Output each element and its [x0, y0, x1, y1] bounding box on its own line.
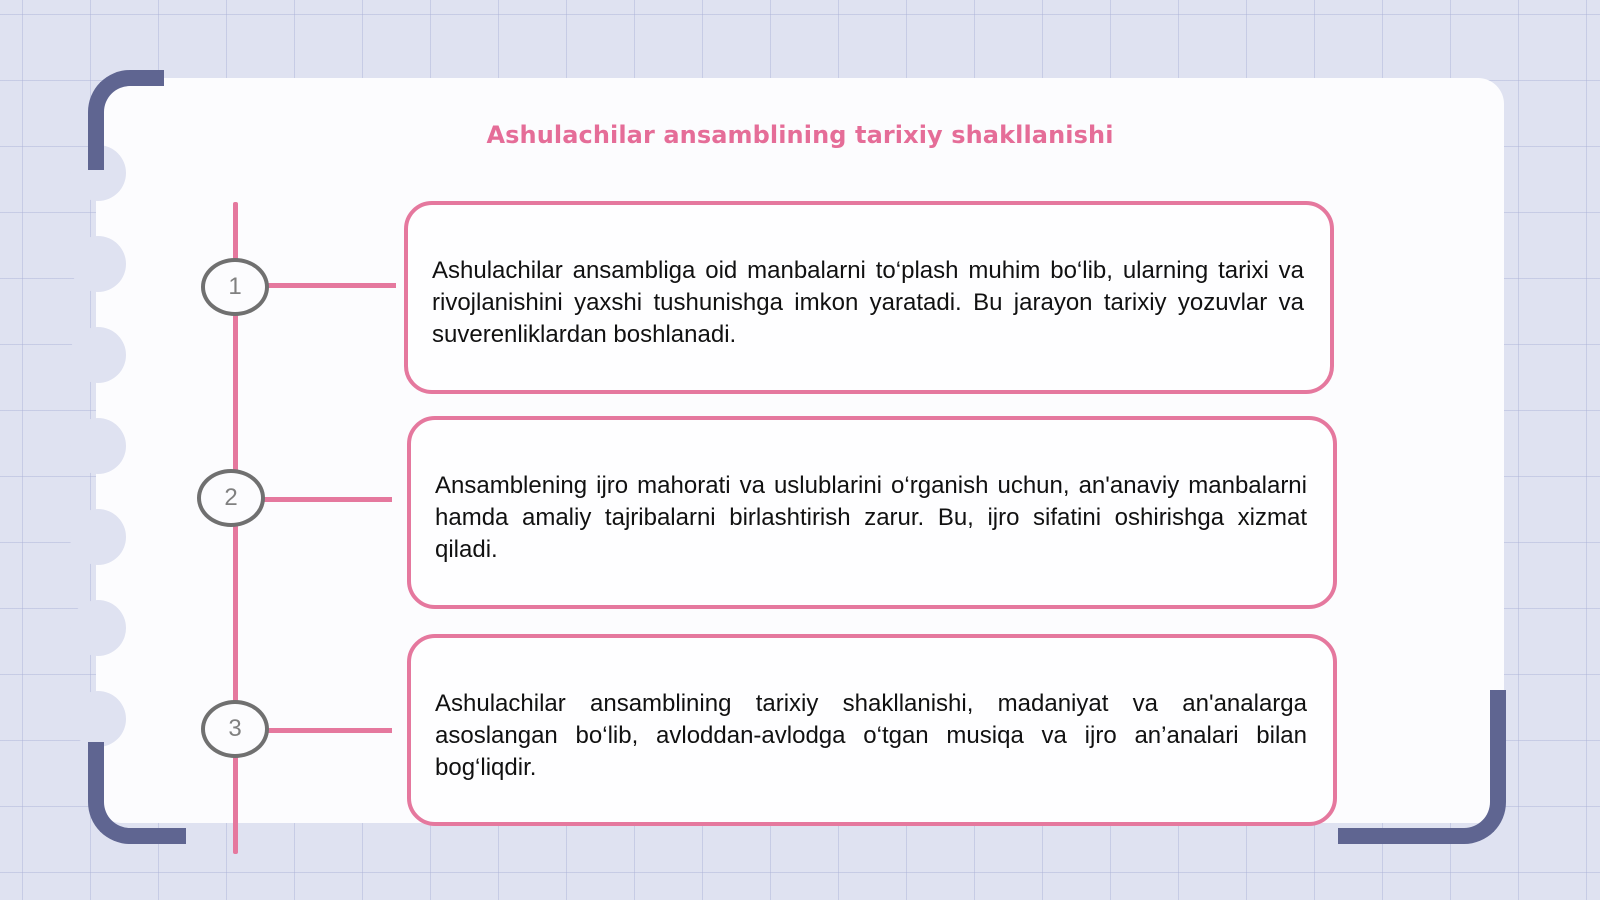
corner-bracket-top-left — [88, 70, 164, 170]
corner-bracket-bottom-left — [88, 742, 186, 844]
binder-notch — [70, 509, 126, 565]
binder-notch — [70, 691, 126, 747]
step-card-text: Ansamblening ijro mahorati va uslublarini o‘rganish uchun, an'anaviy manbalarni hamda amaliy tajribalarni birlashtirish zarur. Bu, ijro sifatini oshirishga xizmat qiladi. — [435, 472, 1307, 563]
step-card — [407, 634, 1337, 826]
step-number-circle: 3 — [201, 700, 269, 758]
binder-notch — [70, 327, 126, 383]
corner-bracket-bottom-right — [1338, 690, 1506, 844]
binder-notch — [70, 418, 126, 474]
step-card-text: Ashulachilar ansamblining tarixiy shakllanishi, madaniyat va an'analarga asoslangan bo‘lib, avloddan-avlodga o‘tgan musiqa va ijro an’analari bilan bog‘liqdir. — [435, 690, 1307, 781]
step-number-circle: 2 — [197, 469, 265, 527]
step-card — [404, 201, 1334, 394]
slide-title: Ashulachilar ansamblining tarixiy shakllanishi — [486, 121, 1114, 149]
step-card — [407, 416, 1337, 609]
binder-notch — [70, 236, 126, 292]
timeline-connector — [262, 497, 392, 502]
timeline-connector — [266, 283, 396, 288]
step-number-circle: 1 — [201, 258, 269, 316]
step-card-text: Ashulachilar ansambliga oid manbalarni to‘plash muhim bo‘lib, ularning tarixi va rivojlanishini yaxshi tushunishga imkon yaratadi. Bu jarayon tarixiy yozuvlar va suverenliklardan boshlanadi. — [432, 257, 1304, 348]
timeline-connector — [266, 728, 392, 733]
binder-notch — [70, 600, 126, 656]
